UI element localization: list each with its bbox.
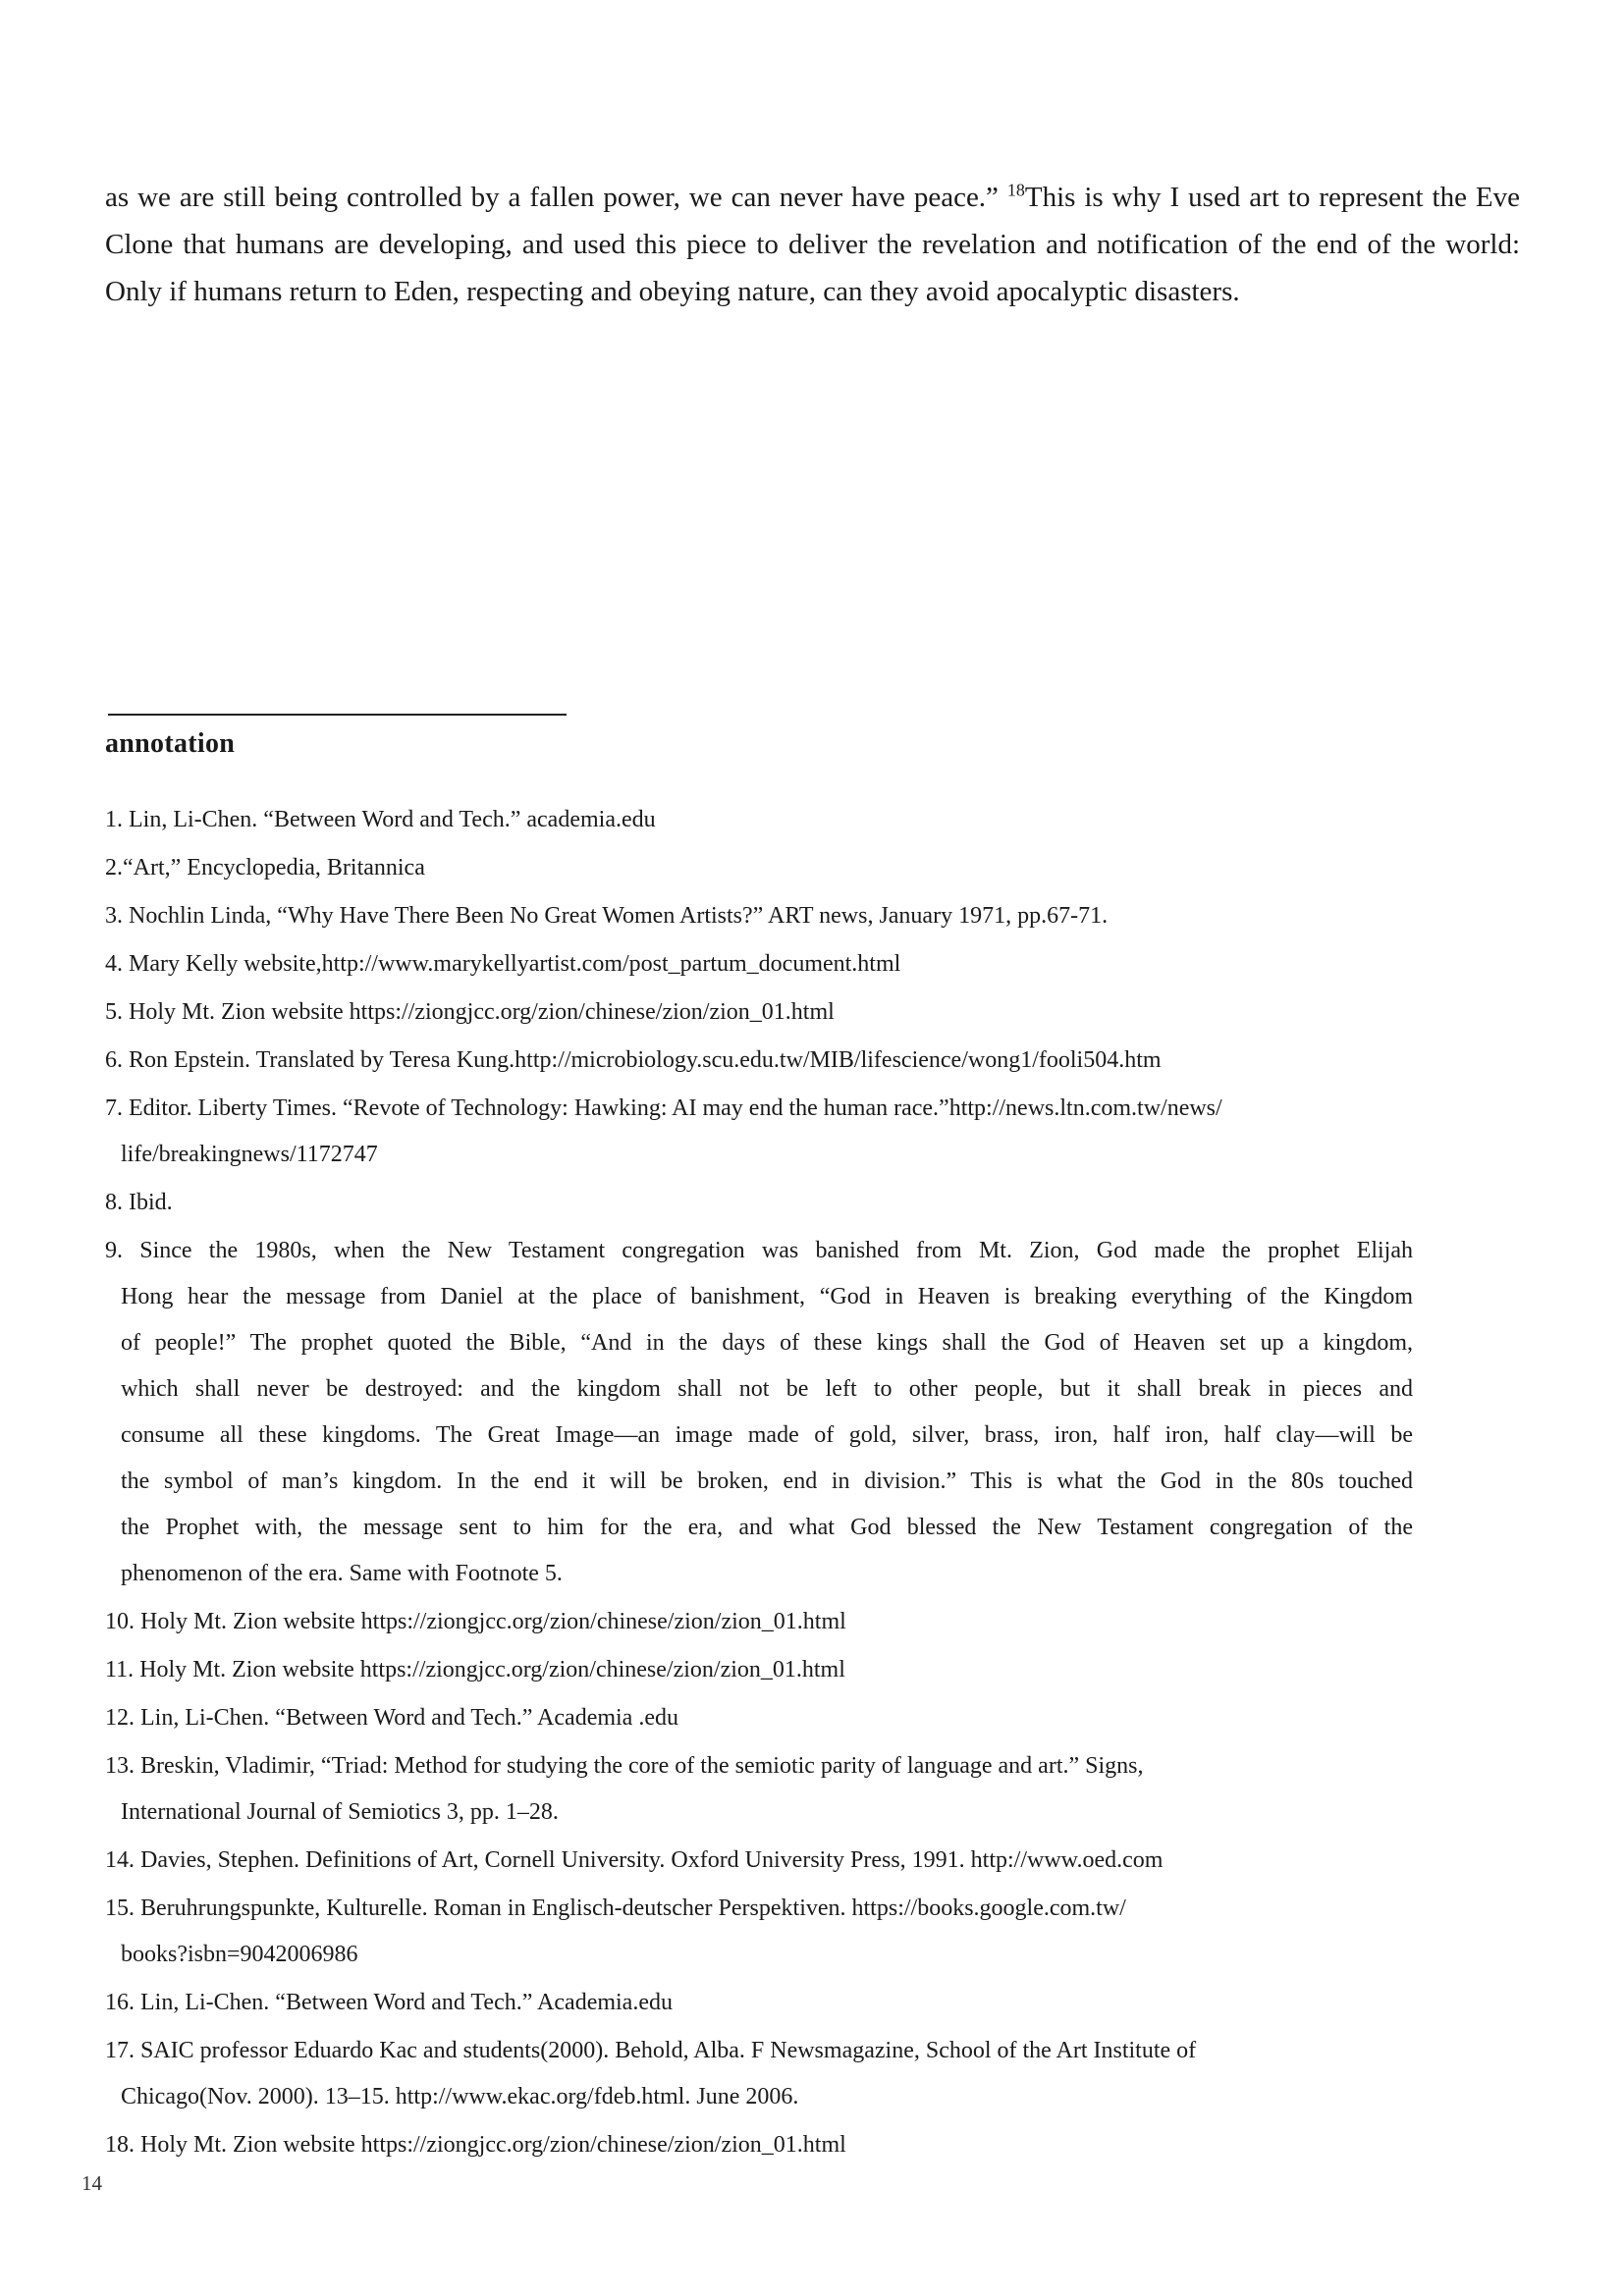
annotation-line: 8. Ibid. [105,1190,173,1215]
annotation-continuation-line: International Journal of Semiotics 3, pp. 1–28. [121,1799,559,1825]
annotation-continuation-line: consume all these kingdoms. The Great Image—an image made of gold, silver, brass, iron, half iron, half clay—will be [121,1422,1413,1448]
annotation-line: 10. Holy Mt. Zion website https://ziongjcc.org/zion/chinese/zion/zion_01.html [105,1609,846,1634]
annotation-item [105,941,1413,988]
annotation-item [105,845,1413,891]
annotation-line: 15. Beruhrungspunkte, Kulturelle. Roman in Englisch-deutscher Perspektiven. https://books.google.com.tw/ [105,1896,1126,1921]
annotation-continuation-line: the symbol of man’s kingdom. In the end it will be broken, end in division.” This is what the God in the 80s touched [121,1468,1413,1494]
annotation-continuation-line: books?isbn=9042006986 [121,1942,358,1967]
annotation-line: 17. SAIC professor Eduardo Kac and students(2000). Behold, Alba. F Newsmagazine, School of the Art Institute of [105,2038,1197,2063]
annotation-item [105,2028,1413,2120]
annotation-item [105,1695,1413,1741]
annotation-continuation-line: phenomenon of the era. Same with Footnote 5. [121,1561,563,1586]
annotation-continuation-line: Chicago(Nov. 2000). 13–15. http://www.ekac.org/fdeb.html. June 2006. [121,2084,799,2109]
annotation-list [105,797,1413,2170]
annotation-line: 2.“Art,” Encyclopedia, Britannica [105,855,425,881]
annotation-line: 3. Nochlin Linda, “Why Have There Been No Great Women Artists?” ART news, January 1971, pp.67-71. [105,903,1109,929]
annotation-continuation-line: which shall never be destroyed: and the kingdom shall not be left to other people, but it shall break in pieces and [121,1376,1413,1402]
annotation-line: 1. Lin, Li-Chen. “Between Word and Tech.” academia.edu [105,807,656,832]
body-paragraph [105,174,1520,315]
annotation-heading: annotation [105,728,236,759]
annotation-item [105,1038,1413,1084]
page-number: 14 [81,2171,102,2195]
annotation-line: 11. Holy Mt. Zion website https://ziongjcc.org/zion/chinese/zion/zion_01.html [105,1657,845,1682]
footnote-separator-line [108,714,567,716]
annotation-line: 7. Editor. Liberty Times. “Revote of Technology: Hawking: AI may end the human race.”http://news.ltn.com.tw/news/ [105,1095,1222,1121]
annotation-line: 4. Mary Kelly website,http://www.marykellyartist.com/post_partum_document.html [105,951,901,977]
annotation-line: 12. Lin, Li-Chen. “Between Word and Tech.” Academia .edu [105,1705,678,1731]
annotation-item [105,1086,1413,1178]
annotation-item [105,1743,1413,1836]
annotation-item [105,989,1413,1036]
annotation-item [105,1180,1413,1226]
annotation-item [105,1599,1413,1645]
annotation-line: 18. Holy Mt. Zion website https://ziongjcc.org/zion/chinese/zion/zion_01.html [105,2132,846,2158]
annotation-continuation-line: Hong hear the message from Daniel at the place of banishment, “God in Heaven is breaking everything of the Kingdom [121,1284,1413,1309]
annotation-continuation-line: the Prophet with, the message sent to him for the era, and what God blessed the New Testament congregation of the [121,1515,1413,1540]
annotation-item [105,1838,1413,1884]
annotation-item [105,1647,1413,1693]
annotation-line: 6. Ron Epstein. Translated by Teresa Kung.http://microbiology.scu.edu.tw/MIB/lifescience/wong1/fooli504.htm [105,1047,1162,1073]
annotation-line: 16. Lin, Li-Chen. “Between Word and Tech.” Academia.edu [105,1990,673,2015]
annotation-item [105,1980,1413,2026]
annotation-item [105,1886,1413,1978]
body-text-after-ref: This is why I used art to represent the Eve Clone that humans are developing, and used this piece to deliver the revelation and notification of the end of the world: Only if humans return to Eden, respecting and obeying nature, can they avoid apocalyptic disasters. [105,182,1520,307]
annotation-line: 14. Davies, Stephen. Definitions of Art, Cornell University. Oxford University Press, 1991. http://www.oed.com [105,1847,1164,1873]
body-text-before-ref: as we are still being controlled by a fallen power, we can never have peace.” [105,182,1007,213]
annotation-continuation-line: of people!” The prophet quoted the Bible, “And in the days of these kings shall the God of Heaven set up a kingdom, [121,1330,1413,1356]
footnote-reference-18: 18 [1006,180,1025,200]
annotation-line: 9. Since the 1980s, when the New Testament congregation was banished from Mt. Zion, God made the prophet Elijah [105,1238,1413,1263]
annotation-line: 13. Breskin, Vladimir, “Triad: Method for studying the core of the semiotic parity of language and art.” Signs, [105,1753,1144,1779]
annotation-item [105,893,1413,939]
annotation-item [105,1228,1413,1597]
annotation-line: 5. Holy Mt. Zion website https://ziongjcc.org/zion/chinese/zion/zion_01.html [105,999,835,1025]
annotation-item [105,797,1413,843]
annotation-item [105,2122,1413,2168]
annotation-continuation-line: life/breakingnews/1172747 [121,1142,378,1167]
